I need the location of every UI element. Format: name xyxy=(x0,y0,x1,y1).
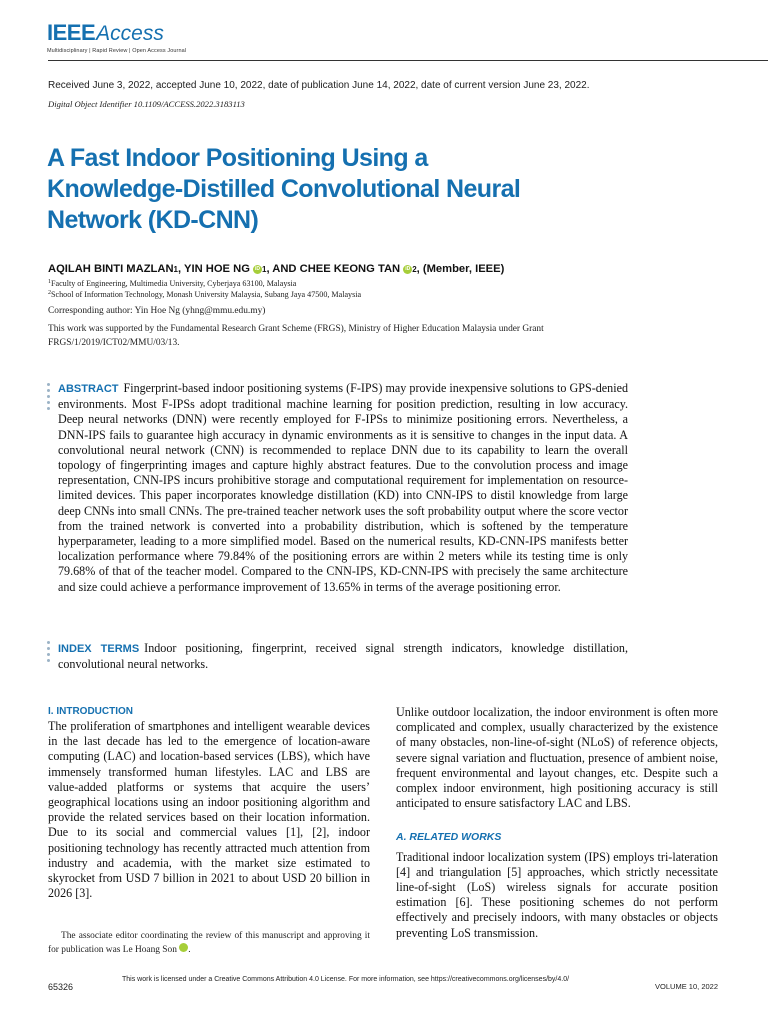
received-dates: Received June 3, 2022, accepted June 10, 2022, date of publication June 14, 2022, date of current version June 23, 2022. xyxy=(48,80,590,91)
section-heading-introduction: I. INTRODUCTION xyxy=(48,706,133,717)
affiliation-1-text: Faculty of Engineering, Multimedia University, Cyberjaya 63100, Malaysia xyxy=(51,279,297,288)
affiliation-2-text: School of Information Technology, Monash University Malaysia, Subang Jaya 47500, Malaysia xyxy=(51,290,362,299)
affiliation-1 xyxy=(48,279,296,288)
license-note: This work is licensed under a Creative Commons Attribution 4.0 License. For more information, see https://creativecommons.org/licenses/by/4.0/ xyxy=(122,976,570,983)
funding-note: This work was supported by the Fundamental Research Grant Scheme (FRGS), Ministry of Higher Education Malaysia under Grant FRGS/1/2019/ICT02/MMU/03/13. xyxy=(48,324,544,348)
author-2-affil: 1 xyxy=(262,264,267,274)
editor-footnote: The associate editor coordinating the review of this manuscript and approving it for publication was Le Hoang Son iD. xyxy=(48,931,370,955)
index-terms-block xyxy=(58,641,628,672)
author-3-affil: 2 xyxy=(412,264,417,274)
journal-logo xyxy=(47,22,186,54)
affiliation-1-num: 1 xyxy=(48,279,51,285)
subsection-heading-related-works: A. RELATED WORKS xyxy=(396,831,502,844)
volume-label: VOLUME 10, 2022 xyxy=(655,982,718,991)
author-member-note: , (Member, IEEE) xyxy=(416,263,505,275)
logo-ieee-text: IEEE xyxy=(47,20,96,45)
orcid-icon[interactable]: iD xyxy=(405,265,411,272)
section-marker-icon xyxy=(47,641,50,665)
author-line xyxy=(48,263,504,275)
abstract-text: Fingerprint-based indoor positioning systems (F-IPS) may provide inexpensive solutions to GPS-denied environments. Most F-IPSs adopt traditional machine learning for position prediction, resulting in low accuracy. Deep neural networks (DNN) were recently employed for F-IPSs to minimize positioning errors. Nevertheless, a DNN-IPS fails to guarantee high accuracy in dynamic environments as it is sensitive to changes in the input data. A convolutional neural network (CNN) is recommended to replace DNN due to its capability to learn the overall topology of fingerprinting images and capture highly abstract features. Due to the convolution process and image representation, CNN-IPS incurs prohibitive storage and computational requirement for implementation on resource-limited devices. This paper incorporates knowledge distillation (KD) into CNN-IPS to distil knowledge from large deep CNNs into small CNNs. The pre-trained teacher network uses the soft probability output where the score vector from the trained network is converted into a probability distribution, which is softened by the temperature hyperparameter, leading to a more simplified model. Based on the numerical results, KD-CNN-IPS manifests better localization performance where 79.84% of the positioning errors are within 2 meters while its testing time is only 79.68% of that of the teacher model. Compared to the CNN-IPS, KD-CNN-IPS with precisely the same architecture and size could achieve a performance improvement of 13.65% in terms of the average positioning error. xyxy=(58,381,628,594)
intro-paragraph-2: Unlike outdoor localization, the indoor environment is often more complicated and complex, usually characterized by the existence of many obstacles, non-line-of-sight (NLoS) of reference objects, severe signal variation and fluctuation, presence of ambient noise, frequent environmental and layout changes, etc. Despite such a complex indoor environment, high positioning accuracy is still anticipated to ensure satisfactory LAC and LBS. xyxy=(396,705,718,811)
author-1: AQILAH BINTI MAZLAN xyxy=(48,263,174,275)
author-2: , YIN HOE NG xyxy=(178,263,250,275)
author-3: , AND CHEE KEONG TAN xyxy=(266,263,401,275)
corresponding-author: Corresponding author: Yin Hoe Ng (yhng@mmu.edu.my) xyxy=(48,306,266,316)
index-terms-text: Indoor positioning, fingerprint, received signal strength indicators, knowledge distillation, convolutional neural networks. xyxy=(58,641,628,672)
editor-footnote-text: The associate editor coordinating the review of this manuscript and approving it for publication was Le Hoang Son xyxy=(48,931,370,955)
orcid-icon[interactable]: iD xyxy=(179,943,188,952)
author-1-affil: 1 xyxy=(173,264,178,274)
affiliation-2-num: 2 xyxy=(48,290,51,296)
right-column xyxy=(396,705,718,941)
intro-paragraph-1: The proliferation of smartphones and intelligent wearable devices in the last decade has led to the emergence of location-aware computing (LAC) and location-based services (LBS), which have immensely transformed human lifestyles. LAC and LBS are value-added platforms or systems that acquire the users’ geographical locations using an indoor positioning algorithm and provide the related services based on their location information. Due to its social and commercial values [1], [2], indoor positioning technology has recently attracted much attention from industry and academia, with the market size estimated to skyrocket from USD 7 billion in 2021 to about USD 20 billion in 2026 [3]. xyxy=(48,719,370,901)
left-column xyxy=(48,705,370,901)
paper-title: A Fast Indoor Positioning Using a Knowledge-Distilled Convolutional Neural Network (KD-CNN) xyxy=(47,144,521,234)
abstract-label: ABSTRACT xyxy=(58,383,119,395)
orcid-icon[interactable]: iD xyxy=(255,265,261,272)
doi-line: Digital Object Identifier 10.1109/ACCESS.2022.3183113 xyxy=(48,99,245,109)
section-marker-icon xyxy=(47,383,50,413)
related-works-paragraph: Traditional indoor localization system (IPS) employs tri-lateration [4] and triangulation [5] approaches, which strictly necessitate line-of-sight (LoS) wireless signals for accurate position estimation [6]. These positioning schemes do not perform effectively and precisely indoors, with many obstacles or objects preventing LoS transmission. xyxy=(396,849,718,940)
header-divider xyxy=(48,60,768,61)
index-terms-label: INDEX TERMS xyxy=(58,643,140,655)
affiliation-2 xyxy=(48,290,361,299)
page-number: 65326 xyxy=(48,982,74,992)
logo-subtitle: Multidisciplinary | Rapid Review | Open Access Journal xyxy=(47,48,187,54)
logo-access-text: Access xyxy=(96,22,164,45)
abstract-block xyxy=(58,381,628,595)
